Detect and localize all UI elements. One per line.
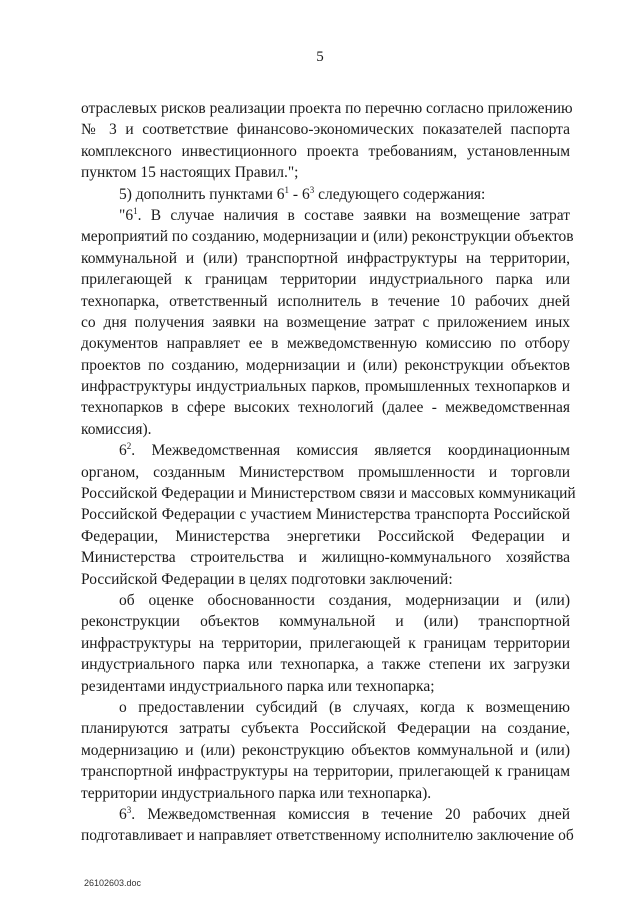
text-line: мероприятий по созданию, модернизации и (или) реконструкции объектов — [81, 228, 574, 246]
text-fragment: . Межведомственная комиссия в течение 20 рабочих дней — [131, 805, 570, 823]
clause-6-2-heading — [81, 440, 570, 461]
text-line: подготавливает и направляет ответственному исполнителю заключение об — [81, 827, 574, 845]
text-line: проектов по созданию, модернизации и (или) реконструкции объектов — [81, 356, 570, 374]
text-fragment: - 6 — [289, 185, 310, 203]
text-fragment: 6 — [119, 442, 127, 460]
text-line: Министерства строительства и жилищно-коммунального хозяйства — [81, 549, 570, 567]
text-line: инфраструктуры индустриальных парков, промышленных технопарков и — [81, 378, 570, 396]
text-line: транспортной инфраструктуры на территории, прилегающей к границам — [81, 763, 570, 781]
document-body — [81, 98, 576, 847]
superscript: 2 — [126, 441, 132, 452]
text-line: Федерации, Министерства энергетики Российской Федерации и — [81, 527, 570, 545]
text-line: резидентами индустриального парка или технопарка; — [81, 677, 435, 695]
text-line: Российской Федерации в целях подготовки заключений: — [81, 570, 453, 588]
text-fragment: 6 — [119, 805, 127, 823]
text-line: Российской Федерации с участием Министерства транспорта Российской — [81, 506, 570, 524]
text-line: территории индустриального парка или технопарка). — [81, 784, 432, 802]
superscript: 3 — [309, 184, 315, 195]
superscript: 1 — [284, 184, 290, 195]
text-line: о предоставлении субсидий (в случаях, когда к возмещению — [119, 698, 570, 716]
text-line: отраслевых рисков реализации проекта по перечню согласно приложению — [81, 100, 573, 117]
text-line: комиссия). — [81, 420, 152, 438]
text-line: со дня получения заявки на возмещение затрат с приложением иных — [81, 313, 570, 331]
text-line: планируются затраты субъекта Российской Федерации на создание, — [81, 720, 570, 738]
text-line: коммунальной и (или) транспортной инфраструктуры на территории, — [81, 249, 570, 267]
text-fragment: 5) дополнить пунктами 6 — [119, 185, 285, 203]
page-number: 5 — [316, 49, 324, 65]
text-line: прилегающей к границам территории индустриального парка или — [81, 271, 570, 289]
text-line: № 3 и соответствие финансово-экономических показателей паспорта — [81, 121, 570, 139]
text-line: технопарков в сфере высоких технологий (далее - межведомственная — [81, 399, 570, 417]
text-line: документов направляет ее в межведомственную комиссию по отбору — [81, 335, 570, 353]
text-fragment: . В случае наличия в составе заявки на возмещение затрат — [137, 206, 570, 224]
text-line: модернизацию и (или) реконструкцию объектов коммунальной и (или) — [81, 741, 570, 759]
text-line: комплексного инвестиционного проекта требованиям, установленным — [81, 142, 570, 160]
superscript: 3 — [126, 804, 132, 815]
text-line: органом, созданным Министерством промышленности и торговли — [81, 463, 570, 481]
text-line: инфраструктуры на территории, прилегающей к границам территории — [81, 634, 570, 652]
paragraph-item-5 — [81, 184, 570, 205]
text-fragment: "6 — [119, 206, 134, 224]
clause-6-3-heading — [81, 804, 570, 825]
text-line: индустриального парка или технопарка, а также степени их загрузки — [81, 656, 570, 674]
text-line: об оценке обоснованности создания, модернизации и (или) — [119, 591, 570, 609]
text-line: реконструкции объектов коммунальной и (или) транспортной — [81, 613, 570, 631]
text-line: пунктом 15 настоящих Правил."; — [81, 164, 299, 182]
clause-6-1-heading — [81, 205, 570, 226]
text-line: технопарка, ответственный исполнитель в течение 10 рабочих дней — [81, 292, 570, 310]
text-fragment: следующего содержания: — [314, 185, 486, 203]
superscript: 1 — [133, 205, 138, 216]
file-name-footer: 26102603.doc — [84, 878, 142, 888]
text-line: Российской Федерации и Министерством связи и массовых коммуникаций — [81, 485, 576, 503]
text-fragment: . Межведомственная комиссия является координационным — [131, 442, 570, 460]
